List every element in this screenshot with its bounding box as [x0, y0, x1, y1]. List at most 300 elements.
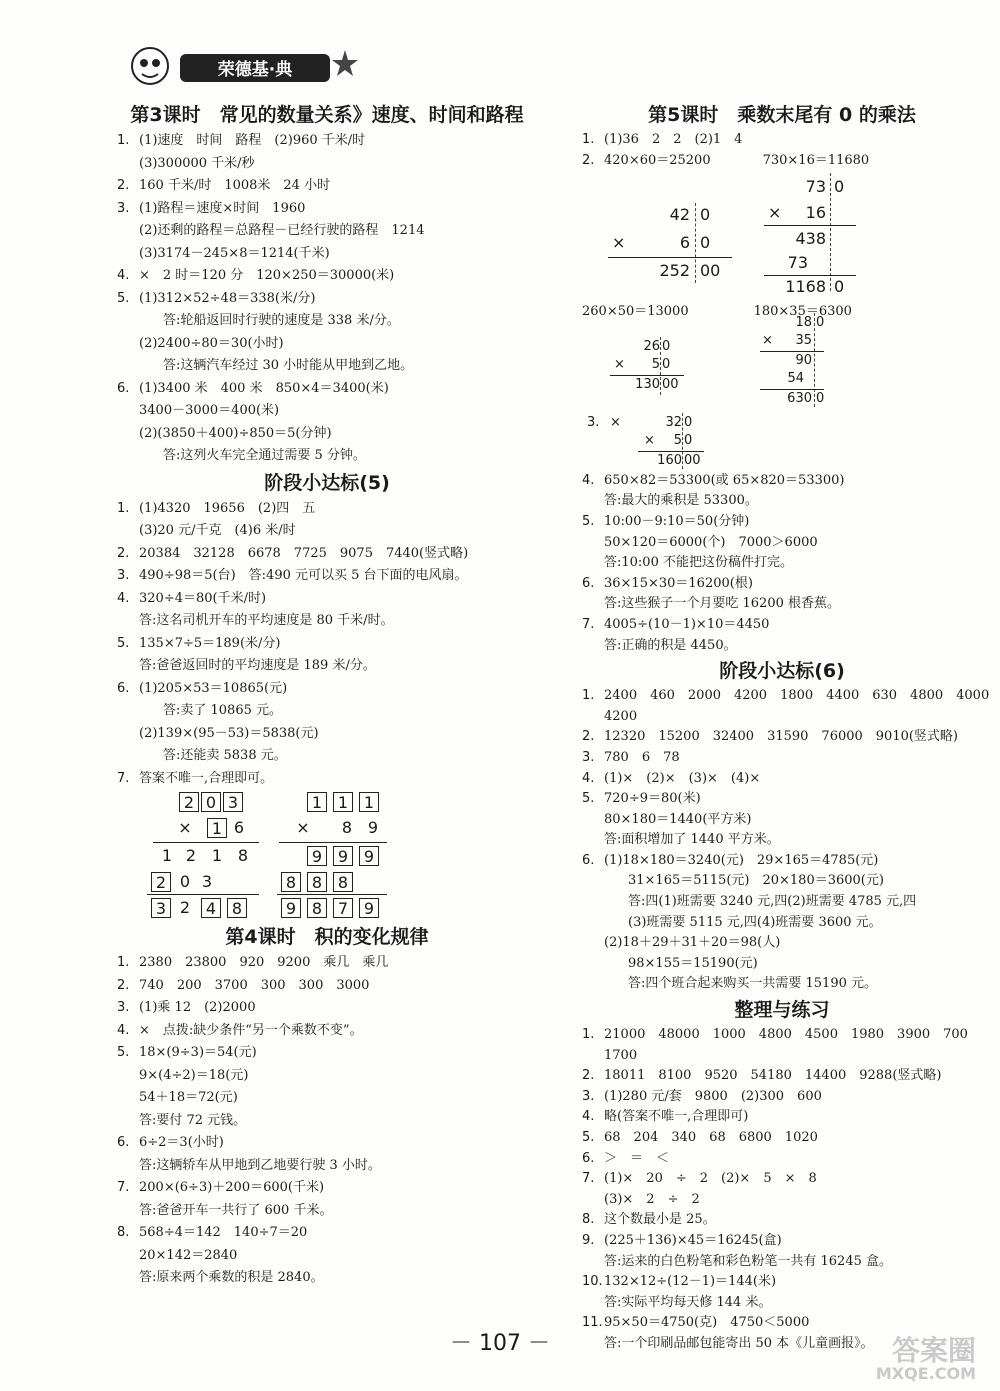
- answer-text: 320÷4＝80(千米/时): [139, 590, 267, 606]
- digit-box: 8: [227, 898, 247, 918]
- question-number: 9.: [582, 1232, 595, 1248]
- answer-line: [117, 1132, 537, 1155]
- times-sign: ×: [612, 233, 626, 253]
- answer-line: [582, 471, 982, 492]
- partial-product: 438: [795, 229, 826, 249]
- answer-text: 720÷9＝80(米): [604, 791, 701, 807]
- question-number: 2.: [582, 1068, 595, 1084]
- answer-line: [582, 1025, 982, 1046]
- answer-line: [117, 655, 537, 678]
- answer-line: [117, 445, 537, 468]
- lesson3-answers: [117, 130, 537, 468]
- answer-line: [582, 1087, 982, 1108]
- factor: 6: [679, 233, 690, 253]
- factor-zeros: 0: [700, 233, 711, 253]
- rule: [608, 257, 732, 258]
- answer-text: 135×7÷5＝189(米/分): [139, 635, 281, 651]
- answer-line: [117, 633, 537, 656]
- answer-line: [117, 1110, 537, 1133]
- product: 252: [659, 261, 690, 281]
- section-title-lesson5: 第5课时 乘数末尾有 0 的乘法: [648, 104, 916, 126]
- answer-text: 18011 8100 9520 54180 14400 9288(竖式略): [604, 1068, 942, 1084]
- product: 160: [657, 452, 682, 468]
- partial-product: 73: [787, 253, 808, 273]
- review-answers: [582, 1025, 982, 1355]
- rule: [277, 894, 387, 895]
- answer-text: (225＋136)×45＝16245(盒): [604, 1232, 782, 1248]
- digit-box: 8: [307, 898, 327, 918]
- question-number: 4.: [582, 770, 595, 786]
- factor: 73: [805, 177, 826, 197]
- question-number: 3.: [587, 414, 600, 430]
- answer-text: 568÷4＝142 140÷7＝20: [139, 1225, 308, 1240]
- answer-line: [582, 1107, 982, 1128]
- answer-line: [117, 975, 537, 998]
- question-number: 2.: [117, 178, 130, 193]
- answer-line: [117, 243, 537, 266]
- answer-text: (3)3174－245×8＝1214(千米): [139, 245, 330, 261]
- answer-text: 6÷2＝3(小时): [139, 1135, 224, 1150]
- answer-text: 答:爸爸开车一共行了 600 千米。: [139, 1202, 333, 1218]
- question-number: 7.: [117, 1180, 130, 1195]
- answer-line: [582, 1149, 982, 1170]
- answer-text: 1700: [604, 1047, 638, 1063]
- answer-line: [117, 378, 537, 401]
- answer-text: 20384 32128 6678 7725 9075 7440(竖式略): [139, 545, 469, 561]
- answer-text: (1)18×180＝3240(元) 29×165＝4785(元): [604, 852, 879, 868]
- answer-text: 答:面积增加了 1440 平方米。: [604, 832, 780, 848]
- digit-box: 2: [151, 872, 171, 892]
- factor-zeros: 0: [816, 314, 825, 330]
- answer-text: (1)280 元/套 9800 (2)300 600: [604, 1088, 822, 1104]
- question-number: 8.: [117, 1225, 130, 1240]
- zero-divider: [830, 173, 831, 291]
- watermark-line1: 答案圈: [891, 1334, 976, 1367]
- answer-text: 95×50＝4750(克) 4750＜5000: [604, 1315, 810, 1331]
- answer-line: [582, 1293, 982, 1314]
- factor: 18: [795, 314, 812, 330]
- answer-line: [582, 1128, 982, 1149]
- answer-text: (2)(3850＋400)÷850＝5(分钟): [139, 425, 332, 441]
- question-number: 6.: [117, 380, 130, 396]
- question-number: 4.: [117, 1022, 130, 1038]
- section-title-lesson3: 第3课时 常见的数量关系》速度、时间和路程: [130, 104, 524, 126]
- logo-text: 荣德基·典: [217, 60, 293, 80]
- lesson5-answers-b: [582, 471, 982, 656]
- quiz6-answers: [582, 686, 990, 995]
- answer-text: (1)× (2)× (3)× (4)×: [604, 770, 761, 786]
- answer-line: [582, 1231, 982, 1252]
- answer-line: [117, 723, 537, 746]
- answer-text: (2)2400÷80＝30(小时): [139, 335, 284, 351]
- answer-line: [582, 594, 982, 615]
- answer-text: 650×82＝53300(或 65×820＝53300): [604, 472, 845, 488]
- answer-line: [582, 151, 982, 172]
- digit: 1: [161, 846, 173, 865]
- calc-180x35: [742, 313, 842, 409]
- zero-divider: [695, 203, 696, 283]
- times-sign: ×: [296, 818, 310, 837]
- factor-zeros: 0: [662, 338, 671, 354]
- question-number: 2.: [117, 977, 130, 993]
- rule: [764, 275, 856, 276]
- question-number: 1.: [117, 133, 130, 148]
- answer-text: 9×(4÷2)＝18(元): [139, 1067, 249, 1083]
- digit-box: 8: [281, 872, 301, 892]
- times-sign: ×: [644, 432, 655, 448]
- answer-text: 68 204 340 68 6800 1020: [604, 1130, 818, 1145]
- product: 130: [635, 376, 660, 392]
- answer-line: [582, 1210, 982, 1231]
- brand-logo: [120, 44, 360, 90]
- digit: 2: [179, 898, 191, 917]
- answer-text: 31×165＝5115(元) 20×180＝3600(元): [628, 873, 884, 889]
- answer-line: [582, 1046, 982, 1067]
- answer-text: 740 200 3700 300 300 3000: [139, 977, 370, 993]
- question-number: 5.: [582, 1130, 595, 1145]
- answer-line: [582, 636, 982, 657]
- digit: 0: [179, 872, 191, 891]
- factor-zeros: 0: [662, 356, 671, 372]
- question-number: 5.: [582, 791, 595, 807]
- answer-text: 3400－3000＝400(米): [139, 403, 280, 418]
- question-number: 6.: [117, 1135, 130, 1150]
- answer-text: 2400 460 2000 4200 1800 4400 630 4800 4000: [604, 688, 990, 704]
- digit-box: 3: [151, 898, 171, 918]
- question-number: 7.: [117, 770, 130, 786]
- answer-text: 4200: [604, 708, 638, 724]
- answer-line: [117, 1020, 537, 1043]
- factor: 35: [795, 332, 812, 348]
- answer-text: (1)312×52÷48＝338(米/分): [139, 290, 316, 306]
- answer-mark: ×: [610, 414, 621, 430]
- answer-line: [117, 220, 537, 243]
- digit: 2: [185, 846, 197, 865]
- question-number: 3.: [117, 568, 130, 583]
- question-number: 4.: [582, 1109, 595, 1125]
- question-number: 1.: [117, 955, 130, 970]
- answer-text: 98×155＝15190(元): [628, 955, 758, 971]
- answer-line: [117, 333, 537, 356]
- calc-320x50: [632, 409, 712, 471]
- question-number: 5.: [117, 290, 130, 306]
- vertical-calculations-1: [582, 171, 982, 296]
- answer-text: 答:这列火车完全通过需要 5 分钟。: [163, 448, 366, 463]
- answer-text: 答:运来的白色粉笔和彩色粉笔一共有 16245 盒。: [604, 1253, 892, 1269]
- answer-text: 答:这些猴子一个月要吃 16200 根香蕉。: [604, 596, 840, 612]
- answer-line: [117, 520, 537, 543]
- page-number: － 107 －: [450, 1331, 550, 1356]
- question-number: 6.: [582, 1150, 595, 1166]
- answer-text: 答:爸爸返回时的平均速度是 189 米/分。: [139, 658, 376, 673]
- section-title-quiz6: 阶段小达标(6): [719, 660, 845, 683]
- answer-text: 答案不唯一,合理即可。: [139, 770, 274, 786]
- answer-line: [117, 1065, 537, 1088]
- answer-line: [117, 952, 537, 975]
- product-zeros: 00: [700, 261, 721, 281]
- rule: [760, 389, 824, 390]
- product-zeros: 0: [816, 390, 825, 406]
- answer-line: [582, 512, 982, 533]
- times-sign: ×: [178, 818, 192, 837]
- digit-box: 7: [333, 898, 353, 918]
- answer-line: [117, 678, 537, 701]
- question-number: 5.: [117, 635, 130, 651]
- digit-box: 2: [179, 792, 199, 812]
- answer-line: [117, 198, 537, 221]
- answer-text: × 2 时＝120 分 120×250＝30000(米): [139, 268, 395, 283]
- rule: [279, 842, 387, 843]
- answer-prefix: (1): [139, 133, 158, 148]
- answer-text: ＞ ＝ ＜: [604, 1150, 670, 1166]
- answer-line: [582, 974, 982, 995]
- question-number: 7.: [582, 616, 595, 632]
- answer-text: (3)20 元/千克 (4)6 米/时: [139, 523, 296, 538]
- factor-zeros: 0: [700, 205, 711, 225]
- digit: 3: [201, 872, 213, 891]
- question-number: 3.: [117, 1000, 130, 1015]
- question-number: 6.: [582, 575, 595, 591]
- answer-line: [117, 310, 537, 333]
- answer-line: [582, 553, 982, 574]
- answer-line: [117, 288, 537, 311]
- question-number: 2.: [117, 545, 130, 561]
- answer-line: [582, 830, 982, 851]
- product: 630: [787, 390, 812, 406]
- question-number: 3.: [117, 200, 130, 216]
- answer-line: [582, 727, 982, 748]
- answer-line: [117, 565, 537, 588]
- digit-box: 9: [359, 846, 379, 866]
- answer-line: [117, 1245, 537, 1268]
- factor: 16: [805, 203, 826, 223]
- answer-text: 这个数最小是 25。: [604, 1212, 716, 1228]
- section-title-quiz5: 阶段小达标(5): [264, 471, 390, 494]
- question-number: 4.: [117, 590, 130, 606]
- answer-text: 答:正确的积是 4450。: [604, 637, 737, 653]
- calc-260x50: [582, 323, 692, 409]
- vertical-calculations-2: [582, 314, 982, 409]
- answer-text: 答:最大的乘积是 53300。: [604, 493, 758, 509]
- factor: 5: [673, 432, 682, 448]
- answer-text: (1)205×53＝10865(元): [139, 680, 288, 696]
- zero-divider: [814, 313, 815, 407]
- digit: 9: [367, 818, 379, 837]
- question-number: 6.: [117, 680, 130, 696]
- answer-text: 答:10:00 不能把这份稿件打完。: [604, 555, 793, 571]
- question-number: 4.: [117, 268, 130, 283]
- answer-line: [117, 588, 537, 611]
- rule: [638, 451, 704, 452]
- answer-text: 答:四(1)班需要 3240 元,四(2)班需要 4785 元,四: [628, 894, 917, 910]
- partial-product: 90: [795, 352, 812, 368]
- digit-box: 8: [307, 872, 327, 892]
- question-number: 3.: [582, 749, 595, 765]
- answer-text: 答:这辆轿车从甲地到乙地要行驶 3 小时。: [139, 1157, 381, 1173]
- answer-text: (1)乘 12 (2)2000: [139, 1000, 256, 1015]
- answer-text: 20×142＝2840: [139, 1247, 238, 1263]
- partial-product: 54: [787, 370, 804, 386]
- digit-box: 1: [333, 792, 353, 812]
- answer-line: [117, 700, 537, 723]
- digit-box: 9: [281, 898, 301, 918]
- answer-line: [117, 997, 537, 1020]
- lesson5-answers-a: [582, 130, 982, 171]
- answer-line: [117, 745, 537, 768]
- answer-line: [117, 355, 537, 378]
- answer-line: [117, 153, 537, 176]
- answer-line: [582, 491, 982, 512]
- answer-line: [582, 1169, 982, 1190]
- answer-text: (2)18＋29＋31＋20＝98(人): [604, 935, 781, 951]
- digit: 8: [237, 846, 249, 865]
- question-number: 10.: [582, 1274, 603, 1290]
- answer-text: 答:实际平均每天修 144 米。: [604, 1294, 772, 1310]
- answer-line: [582, 748, 982, 769]
- factor-zeros: 0: [684, 414, 693, 430]
- answer-text: 2380 23800 920 9200 乘几 乘几: [139, 955, 389, 970]
- question-number: 6.: [582, 852, 595, 868]
- answer-line: [582, 615, 982, 636]
- section-title-lesson4: 第4课时 积的变化规律: [225, 926, 429, 948]
- digit-box: 9: [307, 846, 327, 866]
- answer-line: [117, 768, 537, 791]
- answer-line: [582, 871, 982, 892]
- digit-box: 1: [307, 792, 327, 812]
- answer-line: [582, 533, 982, 554]
- digit: 6: [233, 818, 245, 837]
- answer-line: [582, 851, 982, 872]
- question-number: 2.: [582, 152, 595, 168]
- factor-zeros: 0: [684, 432, 693, 448]
- answer-line: [117, 265, 537, 288]
- answer-text: (2)139×(95－53)＝5838(元): [139, 725, 319, 741]
- answer-line: [582, 707, 982, 728]
- digit-box: 1: [359, 792, 379, 812]
- product-zeros: 00: [684, 452, 701, 468]
- factor: 32: [665, 414, 682, 430]
- question-number: 1.: [582, 688, 595, 704]
- answer-text: 21000 48000 1000 4800 4500 1980 3900 700: [604, 1027, 968, 1043]
- rule: [764, 225, 856, 226]
- product-zeros: 0: [834, 277, 845, 297]
- section-title-review: 整理与练习: [734, 999, 830, 1022]
- answer-text: 4005÷(10－1)×10＝4450: [604, 616, 770, 632]
- digit-puzzle: [117, 790, 537, 922]
- answer-line: [582, 913, 982, 934]
- digit-box: 9: [333, 846, 353, 866]
- answer-text: 160 千米/时 1008米 24 小时: [139, 178, 331, 193]
- digit-box: 0: [201, 792, 221, 812]
- answer-text: 速度 时间 路程 (2)960 千米/时: [157, 133, 366, 148]
- factor: 5: [651, 356, 660, 372]
- answer-text: (1)× 20 ÷ 2 (2)× 5 × 8: [604, 1171, 817, 1187]
- answer-text: (3)300000 千米/秒: [139, 155, 255, 171]
- rule: [153, 842, 259, 843]
- factor: 26: [643, 338, 660, 354]
- question-number: 1.: [582, 1027, 595, 1043]
- answer-line: [117, 1177, 537, 1200]
- product: 1168: [785, 277, 826, 297]
- question-number: 11.: [582, 1315, 603, 1331]
- calc-line-260-180: 260×50＝13000 180×35＝6300: [582, 304, 852, 320]
- answer-text: (1)4320 19656 (2)四 五: [139, 500, 316, 516]
- times-sign: ×: [614, 356, 625, 372]
- answer-text: (2)还剩的路程＝总路程－已经行驶的路程 1214: [139, 223, 425, 238]
- lesson4-answers: [117, 952, 537, 1290]
- zero-divider: [682, 413, 683, 469]
- answer-text: (1)路程＝速度×时间 1960: [139, 200, 306, 216]
- factor-zeros: 0: [834, 177, 845, 197]
- answer-text: 490÷98＝5(台) 答:490 元可以买 5 台下面的电风扇。: [139, 568, 468, 583]
- answer-text: 132×12÷(12－1)＝144(米): [604, 1274, 777, 1290]
- answer-text: 答:轮船返回时行驶的速度是 338 米/分。: [163, 313, 400, 328]
- question-number: 2.: [582, 729, 595, 745]
- answer-line: [117, 543, 537, 566]
- question-number: 4.: [582, 472, 595, 488]
- answer-text: (1)36 2 2 (2)1 4: [604, 132, 743, 147]
- calc-730x16: [742, 171, 862, 296]
- answer-text: 200×(6÷3)＋200＝600(千米): [139, 1180, 325, 1195]
- digit-box: 1: [207, 818, 227, 838]
- answer-text: 50×120＝6000(个) 7000＞6000: [604, 534, 818, 550]
- answer-text: 答:四个班合起来购买一共需要 15190 元。: [628, 976, 877, 992]
- answer-line: [582, 769, 982, 790]
- answer-text: (3)× 2 ÷ 2: [604, 1191, 700, 1207]
- rule: [760, 351, 824, 352]
- answer-line: [582, 810, 982, 831]
- answer-text: (1)3400 米 400 米 850×4＝3400(米): [139, 380, 389, 396]
- digit-box: 3: [223, 792, 243, 812]
- answer-line: [582, 954, 982, 975]
- answer-line: [117, 130, 537, 153]
- calc-420x60: [582, 171, 732, 296]
- question-number: 3.: [582, 1088, 595, 1104]
- rule: [610, 375, 684, 376]
- answer-line: [582, 130, 982, 151]
- question-number: 8.: [582, 1212, 595, 1228]
- answer-text: 答:要付 72 元钱。: [139, 1112, 247, 1128]
- answer-line: [582, 1190, 982, 1211]
- answer-text: 答:一个印刷品邮包能寄出 50 本《儿童画报》。: [604, 1335, 874, 1351]
- product-zeros: 00: [662, 376, 679, 392]
- rule: [147, 894, 259, 895]
- answer-text: 18×(9÷3)＝54(元): [139, 1045, 257, 1060]
- answer-line: [117, 1042, 537, 1065]
- zero-divider: [660, 337, 661, 395]
- answer-text: 12320 15200 32400 31590 76000 9010(竖式略): [604, 729, 959, 745]
- question-number: 7.: [582, 1171, 595, 1187]
- answer-line: [117, 1155, 537, 1178]
- digit-box: 4: [201, 898, 221, 918]
- answer-line: [117, 1087, 537, 1110]
- watermark: [875, 1334, 976, 1383]
- answer-line: [582, 933, 982, 954]
- answer-text: 答:还能卖 5838 元。: [163, 748, 287, 763]
- answer-line: [117, 1200, 537, 1223]
- answer-line: [582, 1252, 982, 1273]
- answer-line: [582, 574, 982, 595]
- question-3: [582, 409, 982, 471]
- times-sign: ×: [762, 332, 773, 348]
- answer-text: 54＋18＝72(元): [139, 1090, 238, 1105]
- answer-line: [117, 498, 537, 521]
- left-column: [117, 100, 537, 1290]
- answer-line: [117, 610, 537, 633]
- question-number: 5.: [117, 1045, 130, 1060]
- answer-text: 10:00－9:10＝50(分钟): [604, 513, 750, 529]
- digit: 1: [211, 846, 223, 865]
